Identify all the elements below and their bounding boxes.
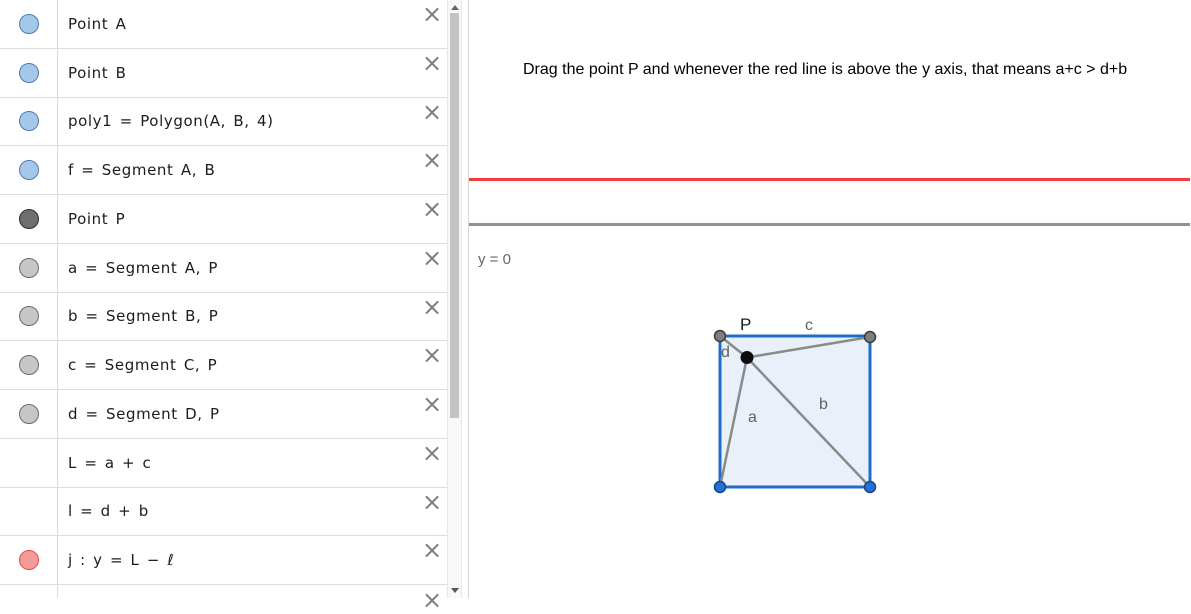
expression-label: l = d + b bbox=[68, 502, 149, 521]
expression-label: Point B bbox=[68, 63, 127, 82]
algebra-row-line-j[interactable] bbox=[0, 536, 447, 585]
algebra-row-segment-a[interactable] bbox=[0, 244, 447, 293]
delete-icon[interactable]: × bbox=[422, 536, 443, 565]
expression-label: j : y = L − ℓ bbox=[68, 551, 175, 570]
label-segment-b: b bbox=[819, 396, 828, 413]
visibility-toggle-icon[interactable] bbox=[19, 404, 39, 424]
delete-icon[interactable]: × bbox=[422, 292, 443, 321]
delete-icon[interactable]: × bbox=[422, 243, 443, 272]
scrollbar-thumb[interactable] bbox=[450, 13, 459, 418]
delete-icon[interactable]: × bbox=[422, 48, 443, 77]
delete-icon[interactable]: × bbox=[422, 341, 443, 370]
vertex-a-point[interactable] bbox=[715, 482, 726, 493]
visibility-toggle-icon[interactable] bbox=[19, 306, 39, 326]
algebra-scrollbar[interactable] bbox=[447, 0, 462, 598]
algebra-row-segment-f[interactable] bbox=[0, 146, 447, 195]
visibility-toggle-icon[interactable] bbox=[19, 355, 39, 375]
delete-icon[interactable]: × bbox=[422, 438, 443, 467]
vertex-d-point bbox=[715, 331, 726, 342]
visibility-toggle-icon[interactable] bbox=[19, 160, 39, 180]
algebra-row-point-p[interactable] bbox=[0, 195, 447, 244]
expression-label: Point P bbox=[68, 209, 126, 228]
algebra-row-point-a[interactable] bbox=[0, 0, 447, 49]
expression-label: d = Segment D, P bbox=[68, 404, 220, 423]
expression-label: a = Segment A, P bbox=[68, 258, 219, 277]
scroll-down-icon[interactable] bbox=[451, 588, 459, 593]
algebra-row-segment-c[interactable] bbox=[0, 341, 447, 390]
algebra-row-point-b[interactable] bbox=[0, 49, 447, 98]
label-segment-a: a bbox=[748, 409, 757, 426]
delete-icon[interactable]: × bbox=[422, 195, 443, 223]
algebra-row-segment-b[interactable] bbox=[0, 293, 447, 342]
instruction-text: Drag the point P and whenever the red line is above the y axis, that means a+c > d+b bbox=[523, 61, 1128, 78]
expression-label: c = Segment C, P bbox=[68, 356, 218, 375]
vertex-b-point[interactable] bbox=[865, 482, 876, 493]
visibility-toggle-icon[interactable] bbox=[19, 111, 39, 131]
expression-label: b = Segment B, P bbox=[68, 307, 219, 326]
delete-icon[interactable]: × bbox=[422, 390, 443, 418]
delete-icon[interactable]: × bbox=[422, 97, 443, 126]
delete-icon[interactable]: × bbox=[422, 487, 443, 516]
delete-icon[interactable]: × bbox=[422, 586, 443, 614]
label-segment-c: c bbox=[805, 317, 813, 334]
vertex-c-point bbox=[865, 332, 876, 343]
expression-label: poly1 = Polygon(A, B, 4) bbox=[68, 112, 274, 131]
axis-label: y = 0 bbox=[478, 251, 511, 268]
expression-label: L = a + c bbox=[68, 453, 152, 472]
delete-icon[interactable]: × bbox=[422, 0, 443, 28]
algebra-row-partial bbox=[0, 585, 447, 614]
algebra-row-poly1[interactable] bbox=[0, 98, 447, 147]
visibility-toggle-icon[interactable] bbox=[19, 209, 39, 229]
algebra-view bbox=[0, 0, 447, 614]
graphics-view[interactable] bbox=[468, 0, 1190, 598]
visibility-toggle-icon[interactable] bbox=[19, 550, 39, 570]
delete-icon[interactable]: × bbox=[422, 146, 443, 175]
scroll-up-icon[interactable] bbox=[451, 5, 459, 10]
label-segment-d: d bbox=[721, 344, 730, 361]
visibility-toggle-icon[interactable] bbox=[19, 63, 39, 83]
point-p[interactable] bbox=[741, 351, 754, 364]
expression-label: Point A bbox=[68, 14, 127, 33]
algebra-row-L[interactable] bbox=[0, 439, 447, 488]
algebra-row-segment-d[interactable] bbox=[0, 390, 447, 439]
geometry-canvas bbox=[469, 0, 1191, 598]
visibility-toggle-icon[interactable] bbox=[19, 258, 39, 278]
label-point-p: P bbox=[740, 315, 752, 334]
algebra-row-l[interactable] bbox=[0, 488, 447, 537]
expression-label: f = Segment A, B bbox=[68, 161, 216, 180]
visibility-toggle-icon[interactable] bbox=[19, 14, 39, 34]
